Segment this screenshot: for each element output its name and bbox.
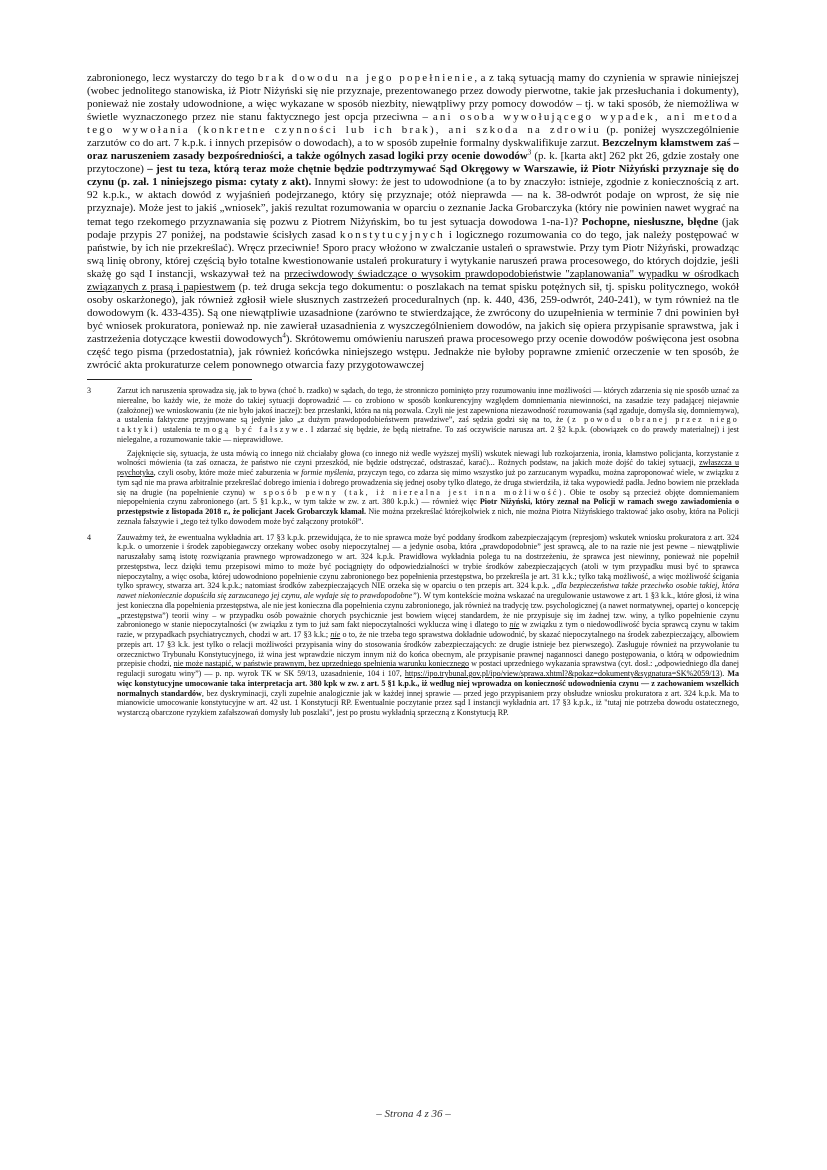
underlined-text: zwłaszcza u psychotyka <box>117 458 739 478</box>
text-run: Zauważmy też, że ewentualna wykładnia art. 17 §3 k.p.k. przewidująca, że to nie sprawca może być poddany środkom zabezpieczającym (represjom) wskutek wniosku prokuratora z art. 324 k.p.k. o umorzenie i środek zapobiegawczy orzekany wobec osoby niepoczytalnej — a jedynie osoba, która „prawdopodobnie” jest sprawcą, ale to na razie nie jest pewne – niewątpliwie naruszałaby samą istotę rozwiązania prawnego wprowadzonego w art. 324 k.p.k. Prawidłowa wykładnia polega tu na dostrzeżeniu, że sprawca jest niewinny, ponieważ nie popełnił przestępstwa, lecz dzięki temu przepisowi mimo to może być pociągnięty do odpowiedzialności w trybie środków zabezpieczających (atoli w tym przypadku musi być to sprawca niepoczytalny, a więc osoba, której udowodniono popełnienie czynu zabronionego bez popełnienia przestępstwa, bo przekreśla je art. 31 k.k.; tylko taką możliwość, a więc możliwość ścigania tylko sprawcy, stwarza art. 324 k.p.k.; natomiast środków zabezpieczających NIE orzeka się w oparciu o ten przepis art. 324 k.p.k. <box>117 532 739 591</box>
text-run: w postaci uprzedniego wykazania sprawstwa (cyt. dosł.: „odpowiedniego dla danej regulacji surogatu winy”) — p. np. wyrok TK w SK 59/13, uzasadnienie, 104 i 107, <box>117 659 739 679</box>
bold-text: Piotr Niżyński, który zeznał na Policji w ramach swego zawiadomienia o przestępstwie z listopada 2018 r., że policjant Jacek Grobarczyk kłamał. <box>117 497 739 517</box>
spaced-text: ani osoba wywołującego wypadek, ani metoda tego wywołania (konkretne czynności lub ich brak), ani szkoda na zdrowiu <box>87 111 739 137</box>
text-run: Innymi słowy: że jest to udowodnione (a to by znaczyło: istnieje, zgodnie z koniecznością z art. 92 k.p.k., w aktach dowód z wyjaśnień podejrzanego, który się przyznaje; otóż nieprawda — na k. 38-odwrót podaje on wprost, że się nie przyznaje). Może jest to jakiś „wniosek”, jakiś rezultat rozumowania w oparciu o zeznanie Jacka Grobarczyka (który nie powinien nawet wygrać na temat tego rzekomego przyznawania się pozwu z Piotrem Niżyńskim, bo tu jest sytuacja dowodowa 1-na-1)? <box>87 176 739 228</box>
italic-text: „dla bezpieczeństwa także przeciwko osobie takiej, która nawet niekoniecznie dopuściła się zarzucanego jej czynu, ale wydaje się to prawdopodobne” <box>117 581 739 601</box>
underlined-text: nie może nastąpić, w państwie prawnym, bez uprzedniego spełnienia warunku koniecznego <box>173 659 470 669</box>
main-paragraph <box>87 72 739 372</box>
text-run: (p. poniżej wyszczególnienie zarzutów co do art. 7 k.p.k. i innych przepisów o dowodach), a to w sposób zupełnie formalny dyskwalifikuje zarzut. <box>87 124 739 150</box>
footnote-body <box>117 386 739 527</box>
text-run: , przyczyn tego, co zdarza się mimo wszystko już po zarzucanym wypadku, można zaproponować wiele, w związku z tym sąd nie ma prawa arbitralnie przekreślać dobrego imienia i dobrego prowadzenia się jednej osoby tylko dlatego, że druga stwierdziła, iż taka wypowiedź padła. Jedno bowiem nie przekłada się na drugie (na popełnienie czynu) <box>117 468 739 497</box>
spaced-text: mogą być fałszywe <box>203 425 306 435</box>
footnote-number: 3 <box>87 386 92 396</box>
footnote-paragraph <box>117 386 739 445</box>
spaced-text: konstytucyjnych <box>339 228 445 241</box>
footnote-ref-3[interactable]: 3 <box>527 148 532 157</box>
text-run: , czyli osoby, które może mieć zaburzenia w <box>153 468 302 478</box>
text-run: , a z taką sytuacją mamy do czynienia w sprawie niniejszej (wobec jednolitego stanowiska, iż Piotr Niżyński się nie przyznaje, prezentowanego przez dowody pierwotne, takie jak przesłuchania i dokumenty), ponieważ nie zostały udowodnione, a więc wykazane w sposób niezbity, niewątpliwy przy pomocy dowodów – tj. w taki sposób, że niemożliwa w świetle wyznaczonego przez nie stanu faktycznego jest opcja przeciwna – <box>87 72 739 124</box>
text-run: (jak podaje przypis 27 poniżej, na podstawie ścisłych zasad <box>87 215 739 241</box>
spaced-text: (z powodu obranej przez niego taktyki) <box>117 415 739 435</box>
footnote-ref-4[interactable]: 4 <box>282 331 286 340</box>
text-run: (p. k. [karta akt] 262 pkt 26, gdzie zostały one przytoczone) <box>87 150 739 176</box>
text-run: ). W tym kontekście można wskazać na uregulowanie ustawowe z art. 1 §3 k.k., które głosi, iż wina jest konieczna dla popełnienia przestępstwa, ale nie jest konieczna dla popełnienia czynu zabronionego, jak również na tradycję tzw. psychologicznej (a nawet normatywnej, opartej o koncepcję „przestępstwa”) teorii winy – w przypadku osób poważnie chorych psychicznie jest bowiem więcej standardem, że nie przypisuje się im żadnej tzw. winy, a tylko popełnienie czynu zabronionego w stanie niepoczytalności (w związku z tym to już sam fakt niepoczytalności wyklucza winę i dlatego to <box>117 591 739 630</box>
text-run: Zajęknięcie się, sytuacja, że usta mówią co innego niż chciałaby głowa (co innego niż wedle wyższej myśli) wskutek niewagi lub rozkojarzenia, ironia, kłamstwo policjanta, korzystanie z wolności mówienia (ta zaś oznacza, że państwo nie czyni przeszkód, nie będzie odstręczać, odstraszać, karać)... Rożnych podstaw, na jakich może dojść do takiej sytuacji, <box>117 448 739 468</box>
bold-text: Bezczelnym kłamstwem zaś – oraz naruszeniem zasady bezpośredniości, a także ogólnych zasad logiki przy ocenie dowodów <box>87 137 740 163</box>
source-link[interactable]: https://ipo.trybunal.gov.pl/ipo/view/sprawa.xhtml?&pokaz=dokumenty&sygnatura=SK%2059/13 <box>404 669 720 679</box>
text-run: i logicznego rozumowania co do tego, jak należy postępować w państwie, by ich nie przekreślać). Wręcz przeciwnie! Sporo pracy włożono w zwalczanie ustaleń o sprawstwie. Przy tym Piotr Niżyński, prowadząc swą linię obrony, której częścią było totalne kwestionowanie ustaleń prokuratury i wytykanie naruszeń prawa procesowego, do których dojdzie, jeśli skażę go sąd I instancji, wskazywał też na <box>87 228 739 280</box>
text-run: o to, że nie trzeba tego sprawstwa dokładnie udowodnić, by skazać niepoczytalnego na środek zabezpieczający, albowiem przepis art. 17 §3 k.k. jest tylko o relacji możliwości przypisania winy do stosowania środków zabezpieczających: ze drugie istnieje bez pierwszego). Zasługuje również na przywołanie tu orzecznictwo Trybunału Konstytucyjnego, iż wina jest wprawdzie niczym innym niż do końca obecnym, ale przypisanie prawnej nagannosci danego postępowania, o którą w odpowiednim przepisie chodzi, <box>117 630 739 669</box>
text-run: w związku z tym o niedowodliwość bycia sprawcą czynu w takim razie, w przypadkach psychiatrycznych, chodzi w art. 17 §3 k.k.; <box>117 620 739 640</box>
underlined-text: nie <box>330 630 341 640</box>
bold-text: Ma więc konstytucyjne umocowanie taka interpretacja art. 380 kpk w zw. z art. 5 §1 k.p.k., iż według niej wprowadza on konieczność udowodnienia czynu — z zachowaniem wszelkich normalnych standardów <box>117 669 740 698</box>
footnote-separator <box>87 379 252 380</box>
footnote-body <box>117 533 739 718</box>
text-run: ). <box>719 669 728 679</box>
text-run: . Obie te osoby są przecież objęte domniemaniem niepopełnienia czynu zabronionego (art. 5 §1 k.p.k., w tym także w zw. z art. 380 k.p.k.) — również więc <box>117 487 739 507</box>
text-run: Nie można przekreślać którejkolwiek z nich, nie można Piotra Niżyńskiego traktować jako osoby, która na Policji zeznała fałszywie i „tego też tylko dowodem może być załączony protokół”. <box>117 507 739 526</box>
underlined-text: przeciwdowody świadczące o wysokim prawdopodobieństwie "zaplanowania" wypadku w ośrodkach związanych z prasą i papiestwem <box>87 267 739 293</box>
text-run: (p. też druga sekcja tego dokumentu: o poszlakach na temat spisku potężnych sił, tj. spisku politycznego, wokół osoby oskarżonego), jak również zgłosił wiele słusznych zastrzeżeń proceduralnych (np. k. 440, 436, 259-odwrót, 240-241), w tym również na tle dowodowym (k. 433-435). Są one niewątpliwie uzasadnione (zarówno te stwierdzające, że zwrócony do uzupełnienia w terminie 7 dni powinien był być wniosek prokuratora, ponieważ np. nie zawierał uzasadnienia z wyszczególnieniem dowodów, na jakich się opiera przypisanie sprawstwa, jak i zastrzeżenia dotyczące kwestii dowodowych <box>87 280 739 345</box>
footnote-4 <box>87 533 739 718</box>
text-run: Zarzut ich naruszenia sprowadza się, jak to bywa (choć b. rzadko) w sądach, do tego, że stronniczo pominięto przy rozumowaniu inne możliwości — których zdarzenia się nie sposób uznać za nierealne, bo każdy wie, że może do takiej sytuacji doprowadzić — co zrobiono w sposób konkurencyjny względem domniemania niewinności, na zasadzie tezy padającej niejawnie (założonej) we wnioskowaniu (że nie było jakoś inaczej): bez przesłanki, która na nią pozwala. Czyli nie jest zapewniona niezawodność rozumowania (sąd zgaduje, domyśla się, domniemywa), a ustalenia faktyczne przyjmowane są jedynie jako „z dużym prawdopodobieństwem prawdziwe”, zaś sędzia godzi się na to, że <box>117 386 739 425</box>
bold-text: Pochopne, niesłuszne, błędne <box>581 215 719 228</box>
bold-text: – jest tu teza, którą teraz może chętnie będzie podtrzymywać Sąd Okręgowy w Warszawie, iż Piotr Niżyński przyznaje się do czynu (p. zał. 1 niniejszego pisma: cytaty z akt). <box>87 163 739 189</box>
spaced-text: w sposób pewny (tak, iż nierealna jest inna możliwość) <box>249 487 564 497</box>
spaced-text: brak dowodu na jego popełnienie <box>257 72 475 84</box>
footnote-3 <box>87 386 739 527</box>
text-run: . I zdarzać się będzie, że będą nietrafne. To zaś oczywiście narusza art. 2 §2 k.p.k. (obowiązek co do prawdy materialnej) i jest nielegalne, a rozumowanie takie — nieprawidłowe. <box>117 425 739 444</box>
text-run: ustalenia te <box>159 425 204 435</box>
underlined-text: nie <box>509 620 520 630</box>
italic-text: formie myślenia <box>301 468 354 478</box>
text-run: , bez dyskryminacji, czyli zupełnie analogicznie jak w każdej innej sprawie — przed jego przypisaniem przy obsłudze wniosku prokuratora z art. 324 k.p.k. Ma to mianowicie umocowanie konstytucyjne w art. 42 ust. 1 Konstytucji RP. Ewentualnie poczytanie przez sąd I instancji wykładnia art. 17 §3 k.p.k., iż "tutaj nie potrzeba dowodu ostatecznego, wystarczą obarczone ryzykiem zafałszowań domysły lub poszlaki", jest po prostu wykładnią sprzeczną z Konstytucją RP. <box>117 688 739 718</box>
document-page <box>87 72 739 718</box>
text-run: ). Skrótowemu omówieniu naruszeń prawa procesowego przy ocenie dowodów poświęcona jest osobna część tego pisma (przedostatnia), jak również końcówka niniejszego wstępu. Jednakże nie byłoby poprawne zmienić orzeczenie w ten sposób, że zwrócić akta prokuraturze celem ponownego otwarcia fazy przygotowawczej <box>87 332 739 372</box>
footnote-paragraph <box>117 449 739 527</box>
page-number: – Strona 4 z 36 – <box>376 1108 451 1120</box>
footnote-number: 4 <box>87 532 92 542</box>
footnote-paragraph <box>117 533 739 718</box>
footnotes <box>87 386 739 718</box>
main-text <box>87 72 739 372</box>
text-run: zabronionego, lecz wystarczy do tego <box>87 72 258 84</box>
